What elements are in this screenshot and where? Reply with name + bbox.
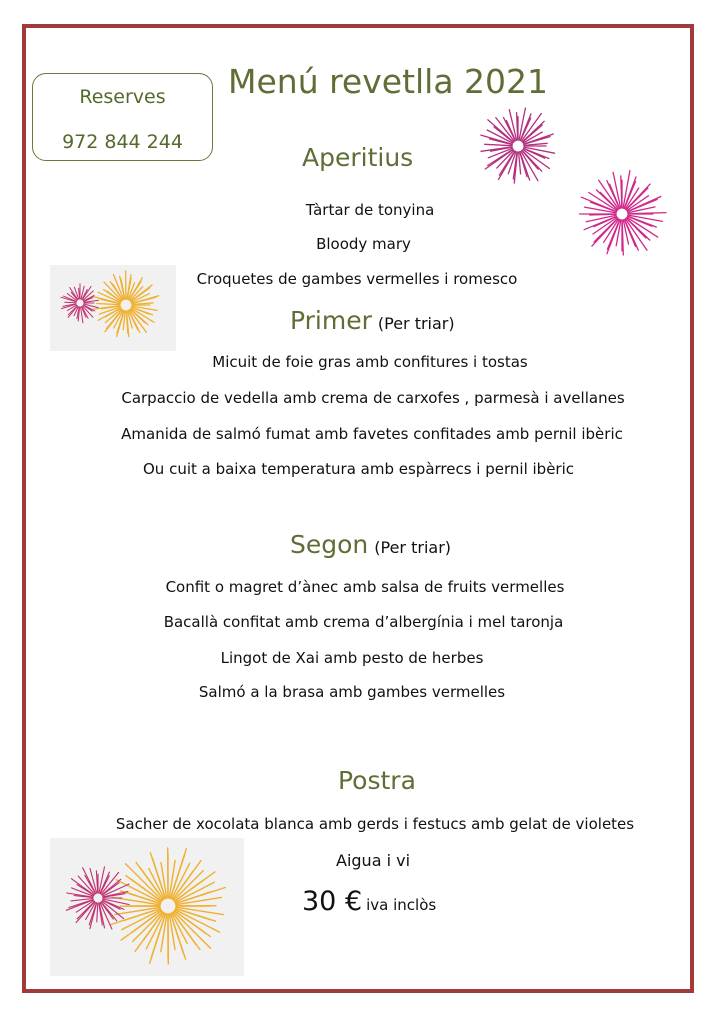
primer-item: Ou cuit a baixa temperatura amb espàrrecs i pernil ibèric bbox=[142, 460, 575, 478]
segon-item: Lingot de Xai amb pesto de herbes bbox=[220, 649, 484, 667]
aperitius-item: Bloody mary bbox=[316, 235, 411, 253]
section-segon-title bbox=[290, 530, 451, 559]
section-postra-title: Postra bbox=[338, 766, 416, 795]
firework-purple-icon bbox=[470, 104, 568, 188]
primer-item: Carpaccio de vedella amb crema de carxofes , parmesà i avellanes bbox=[121, 389, 625, 407]
reservations-label: Reserves bbox=[79, 86, 166, 108]
reservations-phone[interactable]: 972 844 244 bbox=[62, 131, 183, 153]
price bbox=[302, 886, 436, 917]
segon-item: Confit o magret d’ànec amb salsa de fruits vermelles bbox=[165, 578, 565, 596]
primer-item: Micuit de foie gras amb confitures i tostas bbox=[212, 353, 528, 371]
primer-item: Amanida de salmó fumat amb favetes confitades amb pernil ibèric bbox=[121, 425, 623, 443]
section-primer-label: Primer bbox=[290, 306, 372, 335]
section-primer-title bbox=[290, 306, 455, 335]
price-amount: 30 € bbox=[302, 886, 363, 917]
aperitius-item: Tàrtar de tonyina bbox=[305, 201, 435, 219]
postra-item: Sacher de xocolata blanca amb gerds i festucs amb gelat de violetes bbox=[115, 815, 635, 833]
aperitius-item: Croquetes de gambes vermelles i romesco bbox=[196, 270, 518, 288]
section-segon-label: Segon bbox=[290, 530, 369, 559]
menu-title: Menú revetlla 2021 bbox=[228, 62, 549, 101]
fireworks-image-large bbox=[50, 838, 244, 976]
section-aperitius-title: Aperitius bbox=[302, 143, 414, 172]
drinks-included: Aigua i vi bbox=[336, 851, 411, 870]
fireworks-large-icon bbox=[50, 838, 244, 976]
reservations-box bbox=[32, 73, 213, 161]
segon-item: Bacallà confitat amb crema d’albergínia i mel taronja bbox=[163, 613, 564, 631]
price-note: iva inclòs bbox=[366, 896, 437, 914]
segon-item: Salmó a la brasa amb gambes vermelles bbox=[198, 683, 506, 701]
section-segon-note: (Per triar) bbox=[374, 538, 452, 557]
section-primer-note: (Per triar) bbox=[377, 314, 455, 333]
